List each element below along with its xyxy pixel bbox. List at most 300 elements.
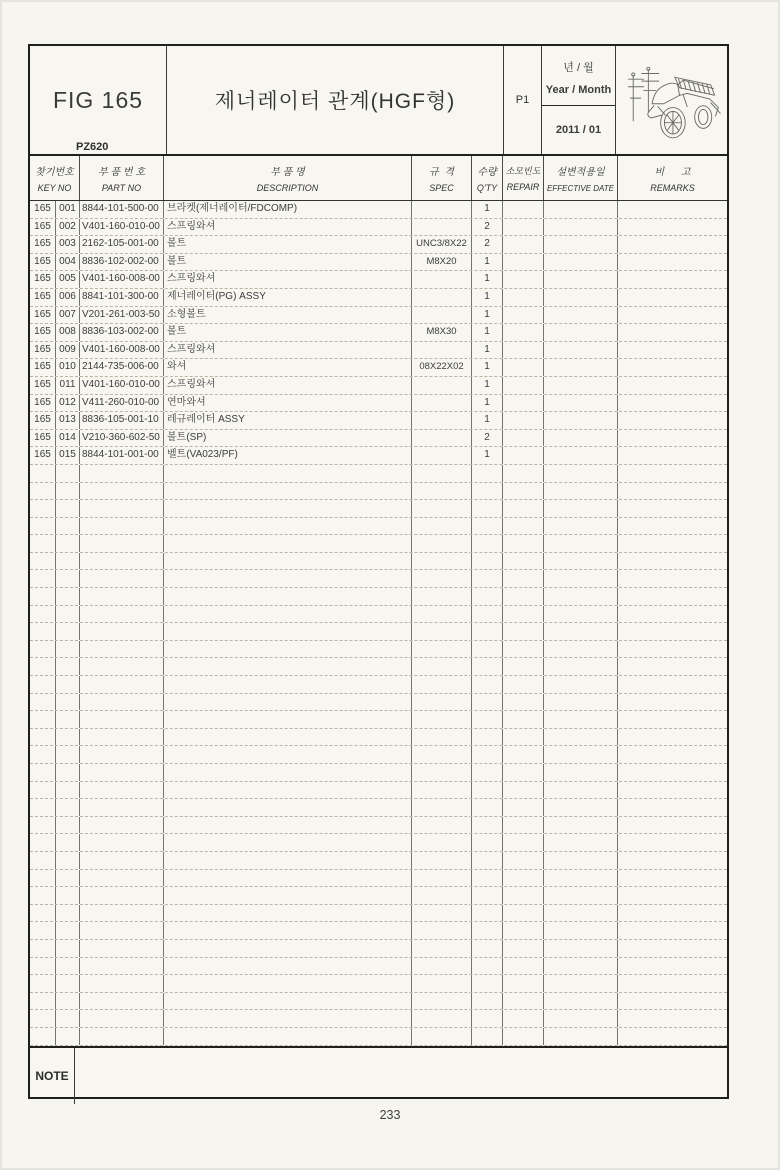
row-effective-cell [544, 535, 618, 552]
row-no-cell [56, 817, 80, 834]
row-part-cell: 2162-105-001-00 [80, 236, 164, 253]
empty-table-row [30, 852, 727, 870]
row-spec-cell [412, 219, 472, 236]
row-key-cell [30, 922, 56, 939]
row-key-cell [30, 887, 56, 904]
row-desc-cell [164, 940, 412, 957]
row-repair-cell [503, 975, 544, 992]
row-part-cell [80, 729, 164, 746]
col-remarks-ko: 비 고 [654, 167, 691, 178]
row-qty-cell [472, 817, 503, 834]
row-no-cell [56, 676, 80, 693]
row-key-cell [30, 623, 56, 640]
row-spec-cell [412, 271, 472, 288]
row-no-cell [56, 623, 80, 640]
row-spec-cell [412, 430, 472, 447]
row-remarks-cell [618, 993, 727, 1010]
row-repair-cell [503, 834, 544, 851]
row-part-cell [80, 711, 164, 728]
row-desc-cell [164, 676, 412, 693]
row-remarks-cell [618, 922, 727, 939]
row-remarks-cell [618, 799, 727, 816]
row-qty-cell [472, 905, 503, 922]
row-remarks-cell [618, 1010, 727, 1027]
row-desc-cell: 와셔 [164, 359, 412, 376]
row-part-cell [80, 782, 164, 799]
row-effective-cell [544, 236, 618, 253]
row-key-cell [30, 870, 56, 887]
col-header-repair [503, 156, 544, 200]
row-effective-cell [544, 905, 618, 922]
row-spec-cell [412, 782, 472, 799]
row-no-cell: 004 [56, 254, 80, 271]
row-desc-cell [164, 922, 412, 939]
row-repair-cell [503, 1010, 544, 1027]
row-part-cell: 8836-103-002-00 [80, 324, 164, 341]
row-part-cell [80, 694, 164, 711]
row-remarks-cell [618, 236, 727, 253]
row-remarks-cell [618, 377, 727, 394]
row-repair-cell [503, 447, 544, 464]
parts-rows [30, 201, 727, 1046]
row-key-cell [30, 993, 56, 1010]
row-qty-cell: 1 [472, 324, 503, 341]
row-repair-cell [503, 782, 544, 799]
year-month-label-en: Year / Month [545, 84, 612, 96]
page-title: 제너레이터 관계(HGF형) [214, 90, 456, 113]
row-no-cell: 002 [56, 219, 80, 236]
empty-table-row [30, 905, 727, 923]
row-part-cell [80, 500, 164, 517]
col-qty-en: Q'TY [476, 183, 498, 193]
empty-table-row [30, 465, 727, 483]
empty-table-row [30, 711, 727, 729]
row-desc-cell [164, 799, 412, 816]
row-key-cell: 165 [30, 236, 56, 253]
row-desc-cell [164, 870, 412, 887]
row-qty-cell [472, 553, 503, 570]
empty-table-row [30, 518, 727, 536]
row-part-cell [80, 887, 164, 904]
row-desc-cell: 제너레이터(PG) ASSY [164, 289, 412, 306]
row-desc-cell [164, 606, 412, 623]
row-repair-cell [503, 746, 544, 763]
row-key-cell [30, 676, 56, 693]
empty-table-row [30, 535, 727, 553]
row-qty-cell [472, 588, 503, 605]
row-no-cell [56, 887, 80, 904]
row-part-cell: V210-360-602-50 [80, 430, 164, 447]
row-effective-cell [544, 711, 618, 728]
row-effective-cell [544, 641, 618, 658]
row-desc-cell [164, 993, 412, 1010]
row-qty-cell [472, 518, 503, 535]
row-desc-cell [164, 852, 412, 869]
row-spec-cell [412, 852, 472, 869]
row-key-cell: 165 [30, 254, 56, 271]
row-part-cell: V401-160-008-00 [80, 271, 164, 288]
row-key-cell: 165 [30, 289, 56, 306]
row-key-cell [30, 746, 56, 763]
row-desc-cell: 볼트(SP) [164, 430, 412, 447]
row-repair-cell [503, 236, 544, 253]
row-effective-cell [544, 887, 618, 904]
col-qty-ko: 수량 [477, 167, 497, 178]
row-no-cell: 006 [56, 289, 80, 306]
col-repair-ko: 소모빈도 [505, 165, 541, 176]
row-key-cell [30, 782, 56, 799]
row-part-cell: 8841-101-300-00 [80, 289, 164, 306]
row-spec-cell [412, 342, 472, 359]
table-row [30, 377, 727, 395]
row-spec-cell: UNC3/8X22 [412, 236, 472, 253]
table-row [30, 219, 727, 237]
row-remarks-cell [618, 746, 727, 763]
row-part-cell [80, 606, 164, 623]
row-desc-cell [164, 658, 412, 675]
row-effective-cell [544, 958, 618, 975]
row-repair-cell [503, 395, 544, 412]
empty-table-row [30, 870, 727, 888]
year-month-labels [542, 46, 615, 106]
row-no-cell [56, 483, 80, 500]
row-no-cell [56, 922, 80, 939]
row-key-cell [30, 817, 56, 834]
row-desc-cell [164, 623, 412, 640]
row-desc-cell: 스프링와셔 [164, 377, 412, 394]
row-part-cell: 2144-735-006-00 [80, 359, 164, 376]
row-key-cell [30, 518, 56, 535]
row-no-cell [56, 711, 80, 728]
row-desc-cell [164, 817, 412, 834]
empty-table-row [30, 764, 727, 782]
row-repair-cell [503, 359, 544, 376]
col-desc-ko: 부 품 명 [270, 167, 305, 178]
row-no-cell: 005 [56, 271, 80, 288]
row-effective-cell [544, 975, 618, 992]
row-qty-cell [472, 852, 503, 869]
row-repair-cell [503, 623, 544, 640]
fig-cell [30, 46, 167, 154]
row-remarks-cell [618, 1028, 727, 1045]
empty-table-row [30, 570, 727, 588]
row-no-cell: 008 [56, 324, 80, 341]
table-row [30, 254, 727, 272]
col-effective-en: EFFECTIVE DATE [547, 183, 614, 193]
col-header-partno [80, 156, 164, 200]
row-no-cell [56, 782, 80, 799]
row-desc-cell [164, 764, 412, 781]
empty-table-row [30, 483, 727, 501]
row-part-cell [80, 905, 164, 922]
row-remarks-cell [618, 447, 727, 464]
row-no-cell [56, 641, 80, 658]
row-repair-cell [503, 465, 544, 482]
row-spec-cell [412, 535, 472, 552]
year-month-value: 2011 / 01 [555, 124, 602, 136]
row-spec-cell [412, 940, 472, 957]
row-qty-cell [472, 1010, 503, 1027]
row-effective-cell [544, 359, 618, 376]
row-spec-cell [412, 729, 472, 746]
row-remarks-cell [618, 711, 727, 728]
row-desc-cell [164, 887, 412, 904]
row-repair-cell [503, 570, 544, 587]
row-qty-cell [472, 764, 503, 781]
table-row [30, 447, 727, 465]
row-repair-cell [503, 676, 544, 693]
row-no-cell [56, 870, 80, 887]
row-key-cell [30, 658, 56, 675]
row-key-cell [30, 975, 56, 992]
row-effective-cell [544, 922, 618, 939]
row-repair-cell [503, 993, 544, 1010]
row-spec-cell [412, 1028, 472, 1045]
row-qty-cell [472, 975, 503, 992]
row-repair-cell [503, 535, 544, 552]
row-repair-cell [503, 729, 544, 746]
row-part-cell [80, 465, 164, 482]
row-part-cell [80, 958, 164, 975]
row-spec-cell [412, 975, 472, 992]
row-key-cell: 165 [30, 447, 56, 464]
empty-table-row [30, 694, 727, 712]
row-effective-cell [544, 412, 618, 429]
row-spec-cell [412, 870, 472, 887]
empty-table-row [30, 658, 727, 676]
row-qty-cell: 1 [472, 395, 503, 412]
row-spec-cell [412, 764, 472, 781]
table-row [30, 289, 727, 307]
row-effective-cell [544, 483, 618, 500]
row-desc-cell [164, 483, 412, 500]
row-key-cell [30, 905, 56, 922]
row-qty-cell: 1 [472, 359, 503, 376]
row-part-cell [80, 1028, 164, 1045]
row-part-cell [80, 483, 164, 500]
row-spec-cell [412, 905, 472, 922]
row-no-cell [56, 764, 80, 781]
row-repair-cell [503, 958, 544, 975]
row-effective-cell [544, 870, 618, 887]
row-qty-cell [472, 993, 503, 1010]
fig-number: FIG 165 [52, 86, 144, 113]
empty-table-row [30, 729, 727, 747]
row-repair-cell [503, 606, 544, 623]
row-spec-cell [412, 694, 472, 711]
row-key-cell [30, 483, 56, 500]
row-spec-cell [412, 711, 472, 728]
row-remarks-cell [618, 307, 727, 324]
row-desc-cell [164, 1010, 412, 1027]
row-part-cell: 8844-101-001-00 [80, 447, 164, 464]
col-partno-en: PART NO [101, 183, 142, 193]
row-desc-cell [164, 975, 412, 992]
col-keyno-ko: 찾기번호 [35, 167, 74, 178]
empty-table-row [30, 500, 727, 518]
row-qty-cell: 2 [472, 236, 503, 253]
table-row [30, 236, 727, 254]
row-key-cell [30, 570, 56, 587]
row-qty-cell [472, 570, 503, 587]
row-spec-cell [412, 395, 472, 412]
row-repair-cell [503, 412, 544, 429]
row-qty-cell: 1 [472, 254, 503, 271]
row-remarks-cell [618, 395, 727, 412]
row-part-cell [80, 588, 164, 605]
empty-table-row [30, 958, 727, 976]
row-remarks-cell [618, 465, 727, 482]
col-effective-ko: 설변적용일 [556, 167, 605, 179]
row-qty-cell [472, 465, 503, 482]
row-repair-cell [503, 694, 544, 711]
row-repair-cell [503, 887, 544, 904]
row-qty-cell [472, 676, 503, 693]
row-spec-cell [412, 817, 472, 834]
row-spec-cell [412, 307, 472, 324]
row-spec-cell [412, 799, 472, 816]
row-part-cell: 8844-101-500-00 [80, 201, 164, 218]
empty-table-row [30, 746, 727, 764]
col-desc-en: DESCRIPTION [256, 183, 319, 193]
row-spec-cell [412, 834, 472, 851]
col-header-qty [472, 156, 503, 200]
row-effective-cell [544, 817, 618, 834]
row-desc-cell [164, 641, 412, 658]
row-spec-cell [412, 483, 472, 500]
row-spec-cell [412, 465, 472, 482]
row-desc-cell [164, 958, 412, 975]
row-part-cell [80, 940, 164, 957]
row-repair-cell [503, 201, 544, 218]
col-header-spec [412, 156, 472, 200]
row-effective-cell [544, 1010, 618, 1027]
row-remarks-cell [618, 359, 727, 376]
row-key-cell [30, 799, 56, 816]
row-desc-cell: 볼트 [164, 236, 412, 253]
row-effective-cell [544, 201, 618, 218]
row-part-cell [80, 975, 164, 992]
note-content-area [75, 1048, 727, 1104]
row-part-cell [80, 870, 164, 887]
row-desc-cell: 볼트 [164, 324, 412, 341]
row-desc-cell: 레규레이터 ASSY [164, 412, 412, 429]
empty-table-row [30, 623, 727, 641]
row-qty-cell: 1 [472, 377, 503, 394]
empty-table-row [30, 588, 727, 606]
col-spec-en: SPEC [429, 183, 454, 193]
table-row [30, 271, 727, 289]
row-spec-cell [412, 993, 472, 1010]
row-remarks-cell [618, 483, 727, 500]
row-repair-cell [503, 254, 544, 271]
row-no-cell: 001 [56, 201, 80, 218]
page-number: 233 [379, 1108, 401, 1122]
row-repair-cell [503, 553, 544, 570]
row-effective-cell [544, 500, 618, 517]
row-spec-cell: M8X30 [412, 324, 472, 341]
empty-table-row [30, 641, 727, 659]
col-remarks-en: REMARKS [650, 183, 695, 193]
row-repair-cell [503, 483, 544, 500]
row-key-cell: 165 [30, 201, 56, 218]
row-remarks-cell [618, 975, 727, 992]
row-remarks-cell [618, 870, 727, 887]
year-month-cell [542, 46, 616, 154]
row-qty-cell [472, 834, 503, 851]
row-part-cell [80, 993, 164, 1010]
row-part-cell [80, 570, 164, 587]
row-effective-cell [544, 377, 618, 394]
row-key-cell: 165 [30, 324, 56, 341]
row-key-cell [30, 1028, 56, 1045]
row-spec-cell [412, 447, 472, 464]
row-no-cell: 012 [56, 395, 80, 412]
row-spec-cell [412, 518, 472, 535]
row-key-cell [30, 958, 56, 975]
year-month-label-ko: 년 / 월 [563, 62, 594, 74]
row-no-cell: 010 [56, 359, 80, 376]
row-spec-cell [412, 922, 472, 939]
title-cell [167, 46, 504, 154]
empty-table-row [30, 975, 727, 993]
row-part-cell [80, 676, 164, 693]
row-no-cell [56, 729, 80, 746]
row-part-cell: V401-160-008-00 [80, 342, 164, 359]
row-repair-cell [503, 342, 544, 359]
row-spec-cell [412, 412, 472, 429]
row-no-cell [56, 553, 80, 570]
row-remarks-cell [618, 623, 727, 640]
row-qty-cell: 1 [472, 289, 503, 306]
row-effective-cell [544, 254, 618, 271]
empty-table-row [30, 553, 727, 571]
row-desc-cell: 브라켓(제너레이터/FDCOMP) [164, 201, 412, 218]
row-effective-cell [544, 764, 618, 781]
row-key-cell: 165 [30, 271, 56, 288]
row-no-cell [56, 694, 80, 711]
row-key-cell [30, 1010, 56, 1027]
empty-table-row [30, 834, 727, 852]
row-spec-cell [412, 201, 472, 218]
row-repair-cell [503, 922, 544, 939]
row-no-cell: 009 [56, 342, 80, 359]
row-qty-cell [472, 958, 503, 975]
row-remarks-cell [618, 289, 727, 306]
rice-transplanter-icon [620, 50, 724, 150]
note-box [30, 1046, 727, 1104]
row-key-cell: 165 [30, 377, 56, 394]
row-effective-cell [544, 782, 618, 799]
empty-table-row [30, 676, 727, 694]
row-qty-cell [472, 483, 503, 500]
machine-illustration-cell [616, 46, 727, 154]
row-repair-cell [503, 219, 544, 236]
row-qty-cell [472, 623, 503, 640]
row-qty-cell [472, 535, 503, 552]
row-key-cell [30, 834, 56, 851]
row-desc-cell [164, 782, 412, 799]
row-no-cell [56, 1010, 80, 1027]
row-key-cell: 165 [30, 412, 56, 429]
row-remarks-cell [618, 676, 727, 693]
row-no-cell [56, 606, 80, 623]
row-desc-cell [164, 694, 412, 711]
row-remarks-cell [618, 641, 727, 658]
row-repair-cell [503, 658, 544, 675]
row-remarks-cell [618, 940, 727, 957]
row-desc-cell [164, 1028, 412, 1045]
